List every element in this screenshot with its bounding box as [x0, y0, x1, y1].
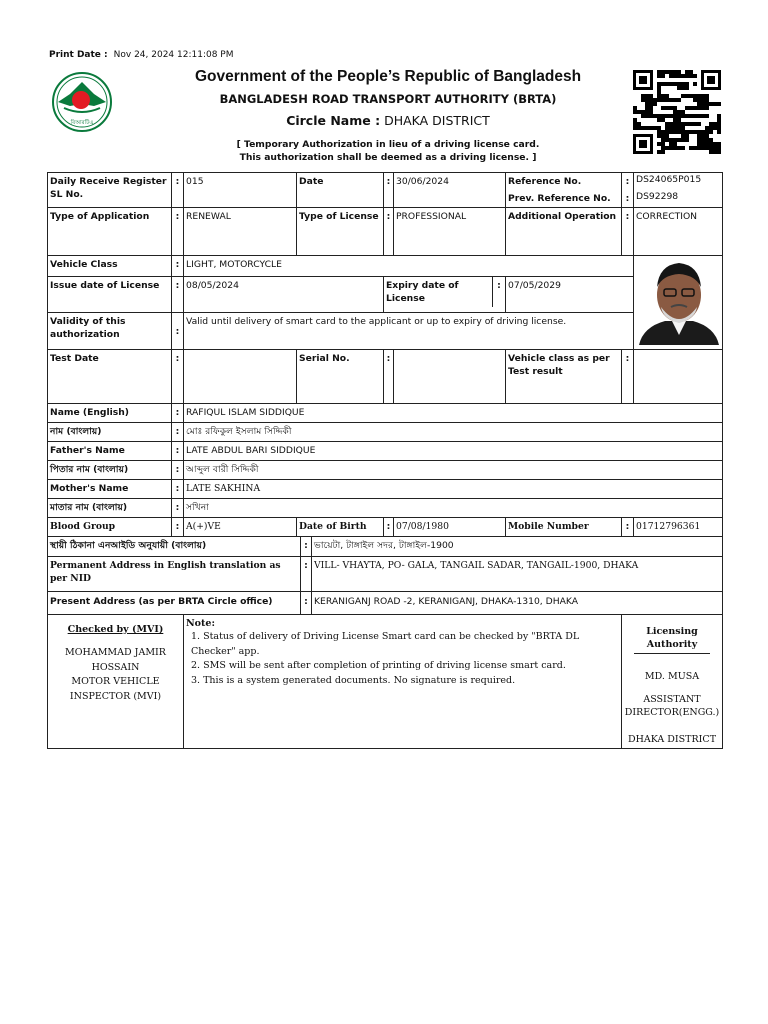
father-name-bn-value: আব্দুল বারী সিদ্দিকী	[184, 461, 723, 480]
colon: :	[622, 518, 634, 537]
colon: :	[622, 208, 634, 256]
test-date-label: Test Date	[48, 350, 172, 404]
perm-address-en-label: Permanent Address in English translation as per NID	[50, 560, 281, 584]
father-name-label: Father's Name	[48, 442, 172, 461]
additional-operation-label: Additional Operation	[506, 208, 622, 256]
mother-name-bn-label: মাতার নাম (বাংলায়)	[48, 499, 172, 518]
colon: :	[625, 176, 630, 187]
dob-value: 07/08/1980	[394, 518, 506, 537]
perm-address-bn-row	[48, 537, 723, 557]
authority-desig-1: ASSISTANT	[643, 694, 701, 705]
qr-code-icon	[633, 70, 721, 154]
serial-no-value	[394, 350, 506, 404]
reference-value: DS24065P015	[636, 174, 702, 185]
authorization-note-line-2: This authorization shall be deemed as a driving license. ]	[239, 152, 537, 163]
mobile-value: 01712796361	[634, 518, 723, 537]
brta-title: BANGLADESH ROAD TRANSPORT AUTHORITY (BRTA)	[219, 92, 557, 106]
circle-value: DHAKA DISTRICT	[384, 113, 490, 128]
colon: :	[172, 480, 184, 499]
checked-by-desig-2: INSPECTOR (MVI)	[69, 690, 162, 702]
government-title: Government of the People’s Republic of Bangladesh	[194, 68, 582, 85]
vehicle-class-label: Vehicle Class	[48, 256, 172, 277]
note-3: 3. This is a system generated documents. No signature is required.	[191, 674, 516, 686]
colon: :	[172, 442, 184, 461]
colon: :	[300, 537, 311, 556]
serial-no-label: Serial No.	[297, 350, 384, 404]
blood-group-label: Blood Group	[48, 518, 172, 537]
colon: :	[384, 173, 394, 208]
mother-name-bn-value: সখিনা	[184, 499, 723, 518]
colon: :	[384, 518, 394, 537]
photo-cell	[634, 256, 723, 350]
perm-address-bn-value: ভায়েটা, টাঙ্গাইল সদর, টাঙ্গাইল-1900	[311, 537, 722, 556]
validity-label: Validity of this authorization	[48, 313, 172, 350]
logo-text: বিআরটিএ	[70, 120, 94, 126]
prev-reference-label: Prev. Reference No.	[508, 193, 611, 204]
father-name-value: LATE ABDUL BARI SIDDIQUE	[184, 442, 723, 461]
reference-values	[634, 173, 723, 208]
colon: :	[300, 557, 311, 591]
applicant-photo	[635, 257, 723, 345]
authority-desig-2: DIRECTOR(ENGG.)	[624, 707, 720, 718]
blood-group-value: A(+)VE	[184, 518, 297, 537]
issue-date-label: Issue date of License	[48, 277, 172, 313]
expiry-date-value: 07/05/2029	[506, 277, 634, 313]
colon: :	[384, 350, 394, 404]
date-label: Date	[297, 173, 384, 208]
colon: :	[172, 256, 184, 277]
licensing-authority-cell	[622, 615, 723, 749]
type-application-value: RENEWAL	[184, 208, 297, 256]
perm-address-bn-label: স্থায়ী ঠিকানা এনআইডি অনুযায়ী (বাংলায়)	[50, 540, 207, 551]
type-license-value: PROFESSIONAL	[394, 208, 506, 256]
reference-colons	[622, 173, 634, 208]
circle-name	[150, 113, 626, 128]
print-date-value: Nov 24, 2024 12:11:08 PM	[113, 50, 234, 60]
issue-date-value: 08/05/2024	[184, 277, 384, 313]
mother-name-value: LATE SAKHINA	[184, 480, 723, 499]
name-bn-label: নাম (বাংলায়)	[48, 423, 172, 442]
perm-address-en-row	[48, 557, 723, 592]
print-date-label: Print Date :	[49, 50, 108, 60]
colon: :	[172, 461, 184, 480]
checked-by-name-1: MOHAMMAD JAMIR	[65, 647, 166, 658]
present-address-value: KERANIGANJ ROAD -2, KERANIGANJ, DHAKA-1310, DHAKA	[311, 592, 722, 614]
colon: :	[622, 350, 634, 404]
type-application-label: Type of Application	[48, 208, 172, 256]
date-value: 30/06/2024	[394, 173, 506, 208]
checked-by-title: Checked by (MVI)	[67, 624, 164, 635]
authority-designation	[624, 693, 720, 719]
note-title: Note:	[186, 618, 215, 629]
colon: :	[172, 518, 184, 537]
colon: :	[172, 350, 184, 404]
vehicle-class-test-label: Vehicle class as per Test result	[506, 350, 622, 404]
vehicle-class-value: LIGHT, MOTORCYCLE	[184, 256, 634, 277]
name-bn-value: মোঃ রফিকুল ইসলাম সিদ্দিকী	[184, 423, 723, 442]
additional-operation-value: CORRECTION	[634, 208, 723, 256]
authorization-note	[150, 138, 626, 164]
license-form	[47, 172, 723, 749]
colon: :	[492, 277, 505, 307]
perm-address-en-value: VILL- VHAYTA, PO- GALA, TANGAIL SADAR, TANGAIL-1900, DHAKA	[311, 557, 722, 591]
expiry-date-label-text: Expiry date of License	[386, 280, 459, 305]
expiry-date-label	[384, 277, 506, 313]
checked-by-cell	[48, 615, 184, 749]
type-license-label: Type of License	[297, 208, 384, 256]
vehicle-class-test-value	[634, 350, 723, 404]
authorization-note-line-1: [ Temporary Authorization in lieu of a driving license card.	[236, 139, 540, 150]
present-address-label: Present Address (as per BRTA Circle office)	[50, 596, 273, 607]
note-cell	[184, 615, 622, 749]
colon: :	[625, 193, 630, 204]
validity-value: Valid until delivery of smart card to the applicant or up to expiry of driving license.	[184, 313, 634, 350]
checked-by-name-2: HOSSAIN	[91, 661, 140, 673]
dob-label: Date of Birth	[297, 518, 384, 537]
colon: :	[172, 208, 184, 256]
authority-name: MD. MUSA	[644, 671, 700, 682]
test-date-value	[184, 350, 297, 404]
colon: :	[172, 277, 184, 313]
register-value: 015	[184, 173, 297, 208]
mother-name-label: Mother's Name	[48, 480, 172, 499]
colon: :	[300, 592, 311, 614]
prev-reference-value: DS92298	[636, 191, 679, 202]
mobile-label: Mobile Number	[506, 518, 622, 537]
name-en-label: Name (English)	[48, 404, 172, 423]
colon: :	[172, 404, 184, 423]
present-address-row	[48, 592, 723, 615]
note-1: 1. Status of delivery of Driving License Smart card can be checked by "BRTA DL Checker" app.	[191, 631, 580, 657]
print-date	[49, 50, 234, 60]
register-label: Daily Receive Register SL No.	[48, 173, 172, 208]
reference-label: Reference No.	[508, 176, 582, 187]
note-2: 2. SMS will be sent after completion of printing of driving license smart card.	[191, 660, 566, 671]
checked-by-desig-1: MOTOR VEHICLE	[71, 676, 160, 687]
colon: :	[172, 499, 184, 518]
reference-labels	[506, 173, 622, 208]
brta-logo-icon	[50, 72, 114, 132]
checked-by-body	[50, 646, 181, 704]
name-en-value: RAFIQUL ISLAM SIDDIQUE	[184, 404, 723, 423]
circle-label: Circle Name :	[286, 113, 381, 128]
colon: :	[172, 423, 184, 442]
colon: :	[172, 173, 184, 208]
colon: :	[172, 313, 184, 350]
father-name-bn-label: পিতার নাম (বাংলায়)	[48, 461, 172, 480]
authority-district: DHAKA DISTRICT	[627, 734, 717, 745]
licensing-authority-title: Licensing Authority	[634, 625, 710, 654]
colon: :	[384, 208, 394, 256]
